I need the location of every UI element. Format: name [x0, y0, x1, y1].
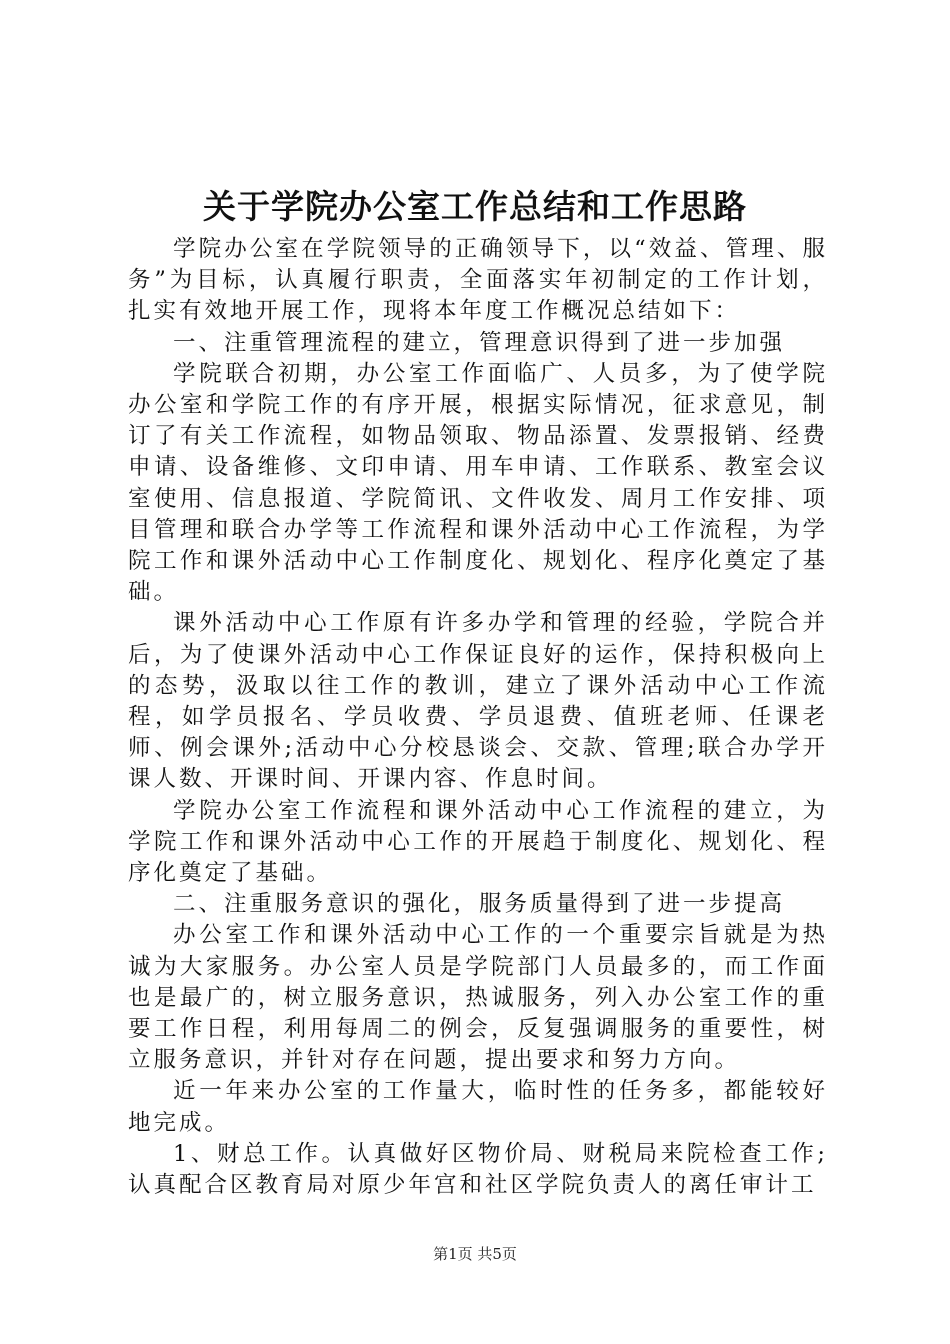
paragraph: 近一年来办公室的工作量大，临时性的任务多，都能较好地完成。 — [128, 1078, 828, 1136]
page-number-footer: 第1页 共5页 — [433, 1245, 517, 1263]
paragraph: 学院办公室工作流程和课外活动中心工作流程的建立，为学院工作和课外活动中心工作的开展趋于制度化、规划化、程序化奠定了基础。 — [128, 797, 828, 887]
paragraph-intro: 学院办公室在学院领导的正确领导下，以“效益、管理、服务”为目标，认真履行职责，全面落实年初制定的工作计划，扎实有效地开展工作，现将本年度工作概况总结如下： — [128, 236, 828, 325]
paragraph: 学院联合初期，办公室工作面临广、人员多，为了使学院办公室和学院工作的有序开展，根据实际情况，征求意见，制订了有关工作流程，如物品领取、物品添置、发票报销、经费申请、设备维修、文印申请、用车申请、工作联系、教室会议室使用、信息报道、学院简讯、文件收发、周月工作安排、项目管理和联合办学等工作流程和课外活动中心工作流程，为学院工作和课外活动中心工作制度化、规划化、程序化奠定了基础。 — [128, 360, 828, 606]
section-heading-1: 一、注重管理流程的建立，管理意识得到了进一步加强 — [173, 329, 786, 356]
section-heading-2: 二、注重服务意识的强化，服务质量得到了进一步提高 — [173, 891, 786, 918]
document-body — [128, 234, 828, 1201]
paragraph: 办公室工作和课外活动中心工作的一个重要宗旨就是为热诚为大家服务。办公室人员是学院部门人员最多的，而工作面也是最广的，树立服务意识，热诚服务，列入办公室工作的重要工作日程，利用每周二的例会，反复强调服务的重要性，树立服务意识，并针对存在问题，提出要求和努力方向。 — [128, 922, 828, 1074]
paragraph: 课外活动中心工作原有许多办学和管理的经验，学院合并后，为了使课外活动中心工作保证良好的运作，保持积极向上的态势，汲取以往工作的教训，建立了课外活动中心工作流程，如学员报名、学员收费、学员退费、值班老师、任课老师、例会课外;活动中心分校恳谈会、交款、管理;联合办学开课人数、开课时间、开课内容、作息时间。 — [128, 610, 828, 793]
document-title: 关于学院办公室工作总结和工作思路 — [203, 187, 747, 226]
paragraph: 1、财总工作。认真做好区物价局、财税局来院检查工作;认真配合区教育局对原少年宫和社区学院负责人的离任审计工 — [128, 1140, 828, 1199]
